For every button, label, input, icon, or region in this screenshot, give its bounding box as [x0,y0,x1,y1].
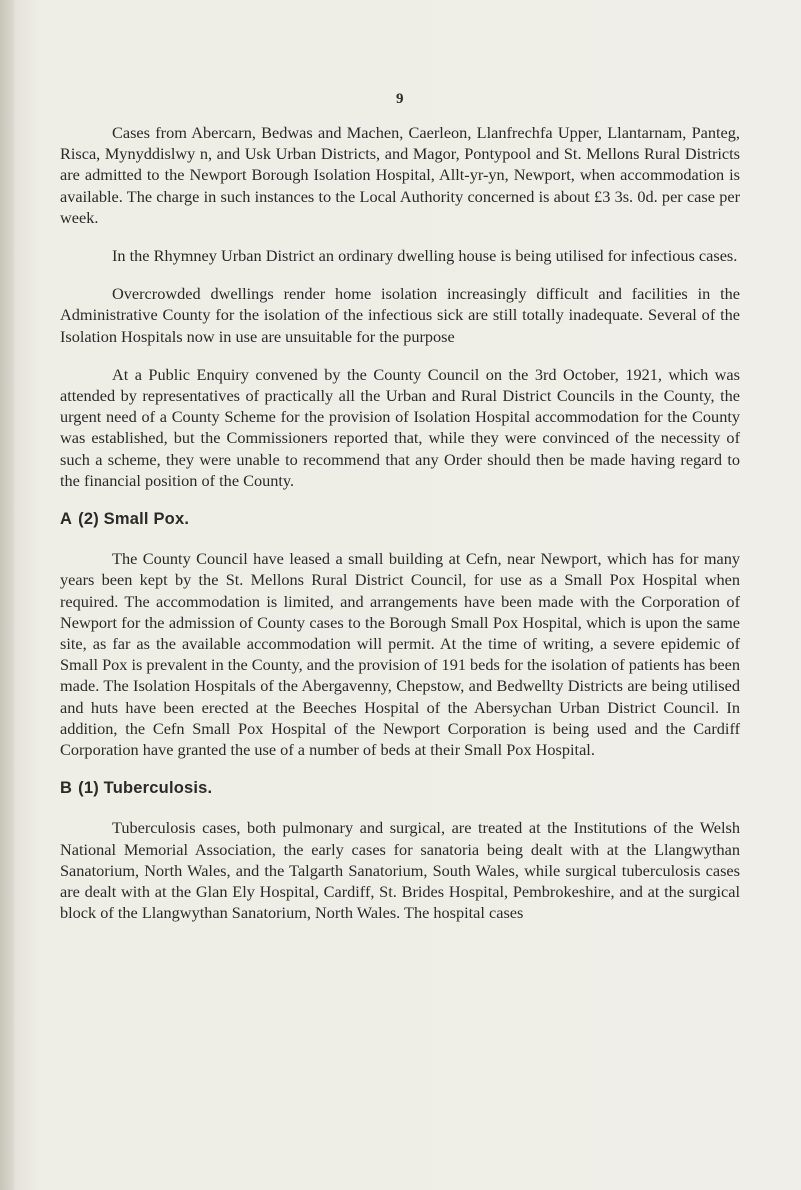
section-letter: B [60,779,73,798]
paragraph-rhymney: In the Rhymney Urban District an ordinary dwelling house is being utilised for infectious cases. [112,246,738,266]
paragraph-public-enquiry: At a Public Enquiry convened by the County Council on the 3rd October, 1921, which was attended by representatives of practically all the Urban and Rural District Councils in the County, the urgent need of a County Scheme for the provision of Isolation Hospital accommodation for the County was established, but the Commissioners reported that, while they were convinced of the necessity of such a scheme, they were unable to recommend that any Order should then be made having regard to the financial position of the County. [60,364,740,490]
page-number: 9 [396,91,404,107]
section-letter: A [60,510,73,529]
paragraph-small-pox: The County Council have leased a small building at Cefn, near Newport, which has for many years been kept by the St. Mellons Rural District Council, for use as a Small Pox Hospital when required. The accommodation is limited, and arrangements have been made with the Corporation of Newport for the admission of County cases to the Borough Small Pox Hospital, which is upon the same site, as far as the available accommodation will permit. At the time of writing, a severe epidemic of Small Pox is prevalent in the County, and the provision of 191 beds for the isolation of patients has been made. The Isolation Hospitals of the Abergavenny, Chepstow, and Bedwellty Districts are being utilised and huts have been erected at the Beeches Hospital of the Abersychan Urban District Council. In addition, the Cefn Small Pox Hospital of the Newport Corporation is being used and the Cardiff Corporation have granted the use of a number of beds at their Small Pox Hospital. [60,549,740,760]
paragraph-tuberculosis: Tuberculosis cases, both pulmonary and surgical, are treated at the Institutions of the Welsh National Memorial Association, the early cases for sanatoria being dealt with at the Llangwythan Sanatorium, North Wales, and the Talgarth Sanatorium, South Wales, while surgical tuberculosis cases are dealt with at the Glan Ely Hospital, Cardiff, St. Brides Hospital, Pembrokeshire, and at the surgical block of the Llangwythan Sanatorium, North Wales. The hospital cases [60,818,740,923]
body-text [60,122,740,924]
section-heading-small-pox [60,509,740,530]
section-title: (2) Small Pox. [78,510,190,529]
section-title: (1) Tuberculosis. [78,779,213,798]
section-heading-tuberculosis [60,778,740,799]
paragraph-overcrowding: Overcrowded dwellings render home isolation increasingly difficult and facilities in the Administrative County for the isolation of the infectious sick are still totally inadequate. Several of the Isolation Hospitals now in use are unsuitable for the purpose [60,284,740,346]
binding-shadow [0,0,14,1190]
paragraph-isolation-admissions: Cases from Abercarn, Bedwas and Machen, Caerleon, Llanfrechfa Upper, Llantarnam, Panteg, Risca, Mynyddislwy n, and Usk Urban Districts, and Magor, Pontypool and St. Mellons Rural Districts are admitted to the Newport Borough Isolation Hospital, Allt-yr-yn, Newport, when accommodation is available. The charge in such instances to the Local Authority concerned is about £3 3s. 0d. per case per week. [60,123,740,227]
